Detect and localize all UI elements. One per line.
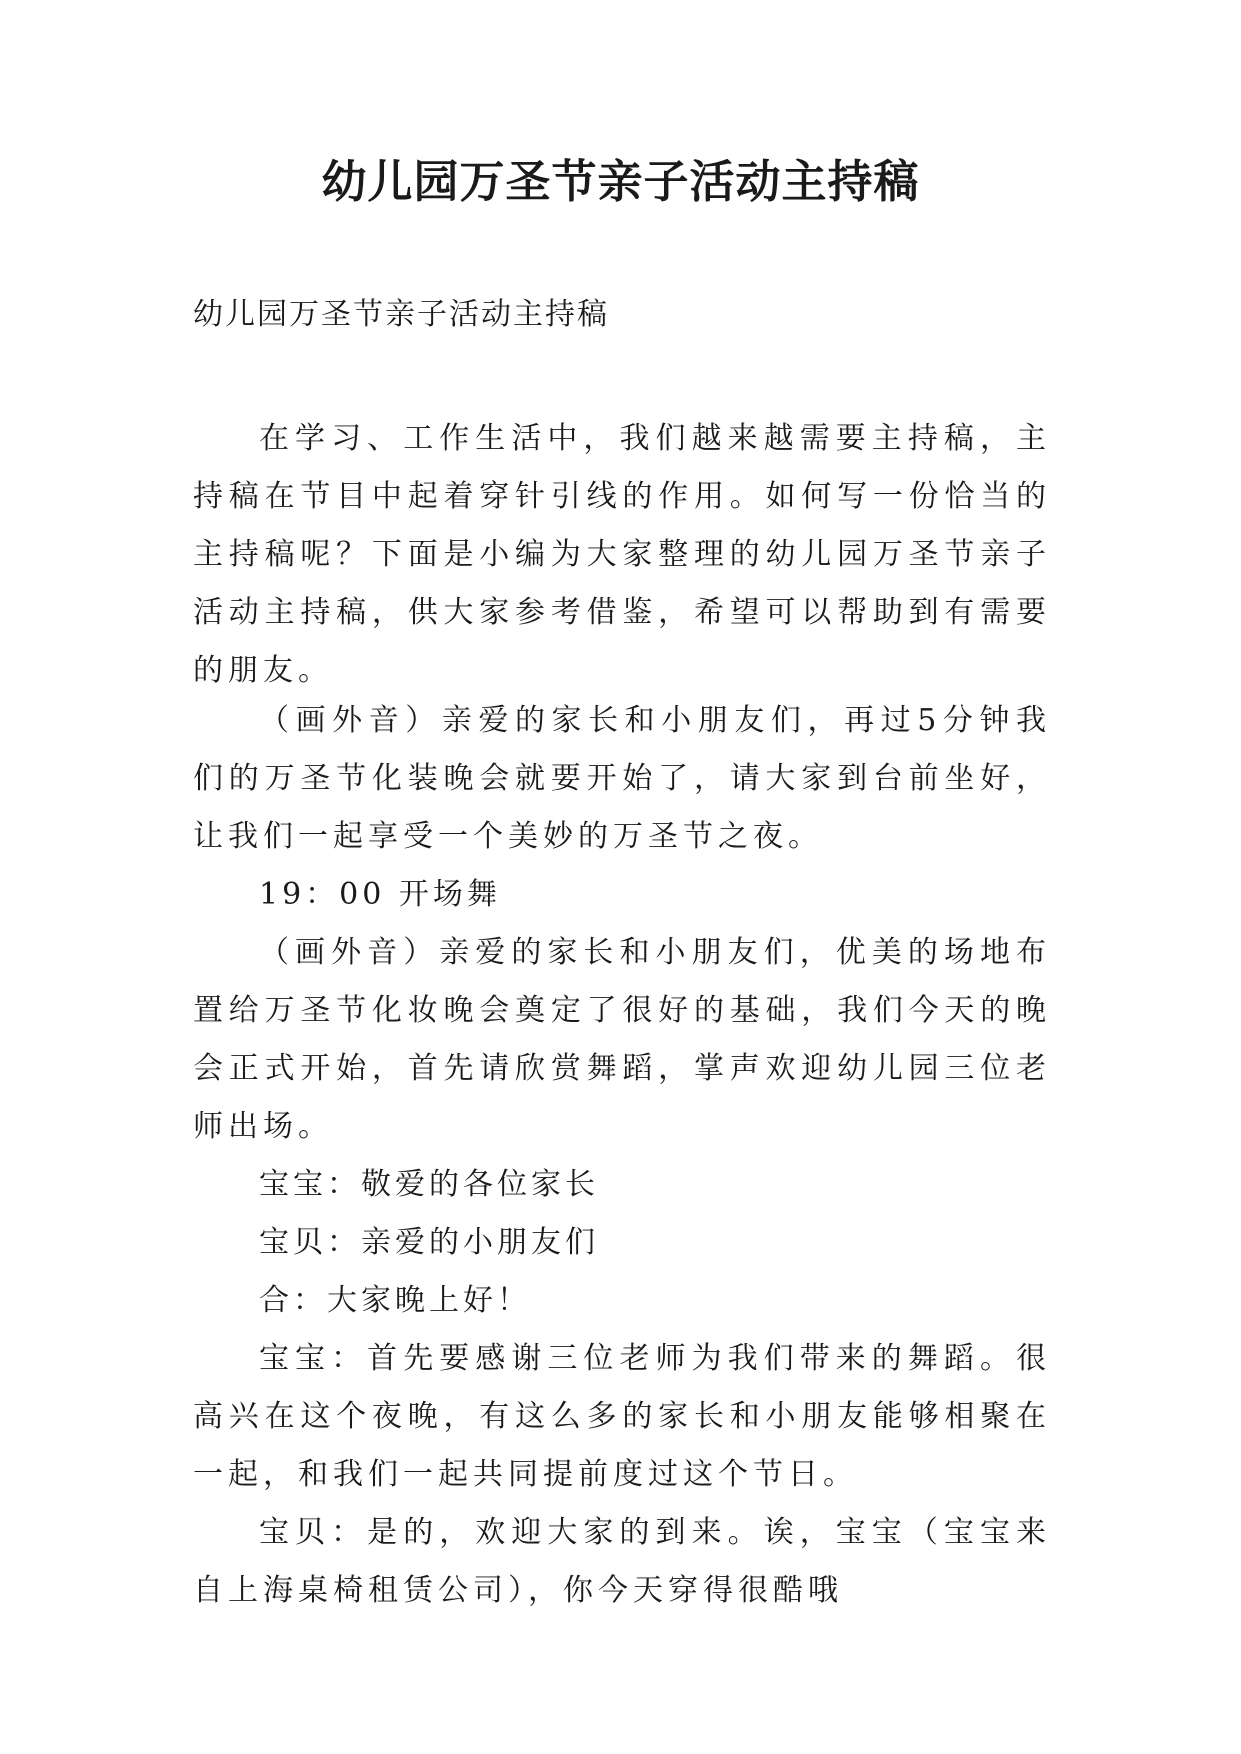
paragraph-host-baobei-1: 宝贝：亲爱的小朋友们 <box>259 1225 599 1260</box>
intro-paragraph: 在学习、工作生活中，我们越来越需要主持稿，主持稿在节目中起着穿针引线的作用。如何写一份恰当的主持稿呢？下面是小编为大家整理的幼儿园万圣节亲子活动主持稿，供大家参考借鉴，希望可以帮助到有需要的朋友。 <box>193 421 1051 688</box>
paragraph-voiceover-2: （画外音）亲爱的家长和小朋友们，优美的场地布置给万圣节化妆晚会奠定了很好的基础，我们今天的晚会正式开始，首先请欣赏舞蹈，掌声欢迎幼儿园三位老师出场。 <box>193 935 1051 1144</box>
paragraph-voiceover-1: （画外音）亲爱的家长和小朋友们，再过5分钟我们的万圣节化装晚会就要开始了，请大家到台前坐好，让我们一起享受一个美妙的万圣节之夜。 <box>193 703 1051 854</box>
paragraph-host-baobao-2: 宝宝：首先要感谢三位老师为我们带来的舞蹈。很高兴在这个夜晚，有这么多的家长和小朋友能够相聚在一起，和我们一起共同提前度过这个节日。 <box>193 1341 1051 1492</box>
paragraph-opening-dance: 19：00 开场舞 <box>259 877 501 912</box>
paragraph-host-baobei-2: 宝贝：是的，欢迎大家的到来。诶，宝宝（宝宝来自上海桌椅租赁公司），你今天穿得很酷哦 <box>193 1515 1051 1608</box>
document-subtitle: 幼儿园万圣节亲子活动主持稿 <box>193 297 609 332</box>
document-title: 幼儿园万圣节亲子活动主持稿 <box>321 155 920 208</box>
paragraph-host-baobao-1: 宝宝：敬爱的各位家长 <box>259 1167 599 1202</box>
script-section <box>193 692 1051 1620</box>
intro-section <box>193 410 1051 700</box>
paragraph-together: 合：大家晚上好！ <box>259 1283 531 1318</box>
